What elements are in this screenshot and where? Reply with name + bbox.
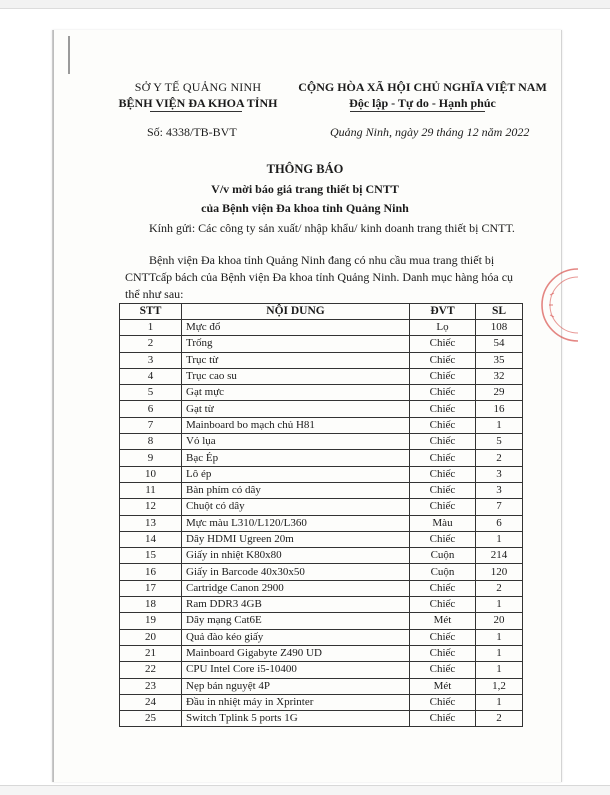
row-quantity: 2 <box>476 580 523 596</box>
row-content: Gạt mực <box>182 385 410 401</box>
row-stt: 25 <box>120 711 182 727</box>
row-content: Bàn phím có dây <box>182 482 410 498</box>
row-quantity: 35 <box>476 352 523 368</box>
row-content: Nẹp bán nguyệt 4P <box>182 678 410 694</box>
row-unit: Chiếc <box>410 694 476 710</box>
row-stt: 17 <box>120 580 182 596</box>
scan-mark <box>68 36 70 74</box>
row-quantity: 1,2 <box>476 678 523 694</box>
row-unit: Chiếc <box>410 336 476 352</box>
row-content: Trục cao su <box>182 368 410 384</box>
row-quantity: 1 <box>476 597 523 613</box>
row-quantity: 5 <box>476 434 523 450</box>
row-stt: 1 <box>120 320 182 336</box>
header-right-rule <box>350 111 485 112</box>
table-row <box>120 401 523 417</box>
row-stt: 18 <box>120 597 182 613</box>
table-row <box>120 613 523 629</box>
table-row <box>120 336 523 352</box>
table-row <box>120 531 523 547</box>
header-quantity: SL <box>476 304 523 320</box>
row-unit: Chiếc <box>410 662 476 678</box>
greeting-text: Kính gửi: Các công ty sản xuất/ nhập khẩu/ kinh doanh trang thiết bị CNTT. <box>149 221 515 235</box>
row-unit: Lọ <box>410 320 476 336</box>
row-quantity: 16 <box>476 401 523 417</box>
row-stt: 2 <box>120 336 182 352</box>
row-unit: Chiếc <box>410 450 476 466</box>
row-stt: 10 <box>120 466 182 482</box>
row-unit: Chiếc <box>410 629 476 645</box>
row-unit: Mét <box>410 678 476 694</box>
row-stt: 20 <box>120 629 182 645</box>
row-stt: 11 <box>120 482 182 498</box>
row-unit: Chiếc <box>410 499 476 515</box>
row-stt: 4 <box>120 368 182 384</box>
row-content: Mainboard Gigabyte Z490 UD <box>182 645 410 661</box>
row-content: Dây HDMI Ugreen 20m <box>182 531 410 547</box>
table-row <box>120 450 523 466</box>
row-stt: 7 <box>120 417 182 433</box>
row-quantity: 54 <box>476 336 523 352</box>
table-row <box>120 482 523 498</box>
row-quantity: 120 <box>476 564 523 580</box>
row-quantity: 2 <box>476 711 523 727</box>
table-row <box>120 434 523 450</box>
row-stt: 19 <box>120 613 182 629</box>
row-unit: Chiếc <box>410 580 476 596</box>
row-quantity: 1 <box>476 694 523 710</box>
row-content: Switch Tplink 5 ports 1G <box>182 711 410 727</box>
row-stt: 16 <box>120 564 182 580</box>
row-quantity: 7 <box>476 499 523 515</box>
header-unit: ĐVT <box>410 304 476 320</box>
document-subject: V/v mời báo giá trang thiết bị CNTT <box>211 182 399 196</box>
table-row <box>120 678 523 694</box>
document-subject-2: của Bệnh viện Đa khoa tỉnh Quảng Ninh <box>201 201 409 215</box>
row-unit: Chiếc <box>410 645 476 661</box>
row-content: Mực màu L310/L120/L360 <box>182 515 410 531</box>
row-unit: Chiếc <box>410 417 476 433</box>
row-stt: 12 <box>120 499 182 515</box>
row-quantity: 1 <box>476 629 523 645</box>
row-content: Chuột có dây <box>182 499 410 515</box>
row-quantity: 1 <box>476 531 523 547</box>
table-row <box>120 515 523 531</box>
row-quantity: 1 <box>476 645 523 661</box>
row-content: Vỏ lụa <box>182 434 410 450</box>
row-quantity: 3 <box>476 482 523 498</box>
table-row <box>120 580 523 596</box>
row-content: Gạt từ <box>182 401 410 417</box>
row-unit: Chiếc <box>410 368 476 384</box>
table-row <box>120 320 523 336</box>
row-content: Trống <box>182 336 410 352</box>
row-unit: Chiếc <box>410 482 476 498</box>
table-row <box>120 629 523 645</box>
row-unit: Chiếc <box>410 597 476 613</box>
row-content: Lô ép <box>182 466 410 482</box>
table-row <box>120 385 523 401</box>
document-title: THÔNG BÁO <box>266 162 344 176</box>
row-stt: 3 <box>120 352 182 368</box>
row-content: Cartridge Canon 2900 <box>182 580 410 596</box>
row-quantity: 1 <box>476 662 523 678</box>
header-content: NỘI DUNG <box>182 304 410 320</box>
row-unit: Chiếc <box>410 352 476 368</box>
row-quantity: 29 <box>476 385 523 401</box>
row-quantity: 2 <box>476 450 523 466</box>
row-quantity: 108 <box>476 320 523 336</box>
row-stt: 24 <box>120 694 182 710</box>
table-row <box>120 564 523 580</box>
row-stt: 13 <box>120 515 182 531</box>
row-unit: Chiếc <box>410 434 476 450</box>
row-unit: Mét <box>410 613 476 629</box>
document-number: Số: 4338/TB-BVT <box>147 125 237 139</box>
row-content: Quả đào kéo giấy <box>182 629 410 645</box>
table-row <box>120 597 523 613</box>
row-quantity: 3 <box>476 466 523 482</box>
row-content: Trục từ <box>182 352 410 368</box>
table-row <box>120 694 523 710</box>
row-unit: Cuộn <box>410 548 476 564</box>
table-row <box>120 645 523 661</box>
table-row <box>120 548 523 564</box>
row-content: Giấy in nhiệt K80x80 <box>182 548 410 564</box>
row-unit: Chiếc <box>410 401 476 417</box>
table-row <box>120 368 523 384</box>
row-quantity: 32 <box>476 368 523 384</box>
row-content: Mực đổ <box>182 320 410 336</box>
body-text: Bệnh viện Đa khoa tỉnh Quảng Ninh đang có nhu cầu mua trang thiết bị CNTTcấp bách của Bệnh viện Đa khoa tỉnh Quảng Ninh. Danh mục hàng hóa cụ thể như sau: <box>125 253 514 301</box>
header-left <box>108 79 288 111</box>
row-quantity: 20 <box>476 613 523 629</box>
table-row <box>120 417 523 433</box>
body-paragraph <box>125 252 525 303</box>
row-content: Ram DDR3 4GB <box>182 597 410 613</box>
table-row <box>120 499 523 515</box>
greeting <box>125 220 525 237</box>
header-stt: STT <box>120 304 182 320</box>
row-unit: Chiếc <box>410 385 476 401</box>
row-unit: Chiếc <box>410 711 476 727</box>
row-unit: Chiếc <box>410 531 476 547</box>
row-stt: 15 <box>120 548 182 564</box>
row-stt: 9 <box>120 450 182 466</box>
header-right <box>280 79 565 111</box>
row-stt: 5 <box>120 385 182 401</box>
table-row <box>120 662 523 678</box>
row-quantity: 1 <box>476 417 523 433</box>
national-title: CỘNG HÒA XÃ HỘI CHỦ NGHĨA VIỆT NAM <box>298 80 547 94</box>
table-header-row <box>120 304 523 320</box>
row-stt: 22 <box>120 662 182 678</box>
header-left-rule <box>150 111 242 112</box>
department-name: SỞ Y TẾ QUẢNG NINH <box>134 80 262 94</box>
hospital-name: BỆNH VIỆN ĐA KHOA TỈNH <box>118 96 278 110</box>
row-stt: 8 <box>120 434 182 450</box>
row-quantity: 6 <box>476 515 523 531</box>
row-content: Đầu in nhiệt máy in Xprinter <box>182 694 410 710</box>
red-stamp-partial <box>538 265 578 345</box>
table-row <box>120 711 523 727</box>
row-stt: 14 <box>120 531 182 547</box>
scan-edge <box>53 30 54 782</box>
row-unit: Cuộn <box>410 564 476 580</box>
national-motto: Độc lập - Tự do - Hạnh phúc <box>349 96 496 110</box>
row-content: CPU Intel Core i5-10400 <box>182 662 410 678</box>
row-unit: Chiếc <box>410 466 476 482</box>
items-table <box>119 303 523 727</box>
table-row <box>120 352 523 368</box>
row-stt: 21 <box>120 645 182 661</box>
table-row <box>120 466 523 482</box>
row-content: Bạc Ép <box>182 450 410 466</box>
row-content: Dây mạng Cat6E <box>182 613 410 629</box>
row-stt: 23 <box>120 678 182 694</box>
row-unit: Màu <box>410 515 476 531</box>
document-date: Quảng Ninh, ngày 29 tháng 12 năm 2022 <box>330 125 530 139</box>
row-quantity: 214 <box>476 548 523 564</box>
row-content: Giấy in Barcode 40x30x50 <box>182 564 410 580</box>
viewer-top-bar <box>0 0 610 9</box>
row-content: Mainboard bo mạch chủ H81 <box>182 417 410 433</box>
row-stt: 6 <box>120 401 182 417</box>
